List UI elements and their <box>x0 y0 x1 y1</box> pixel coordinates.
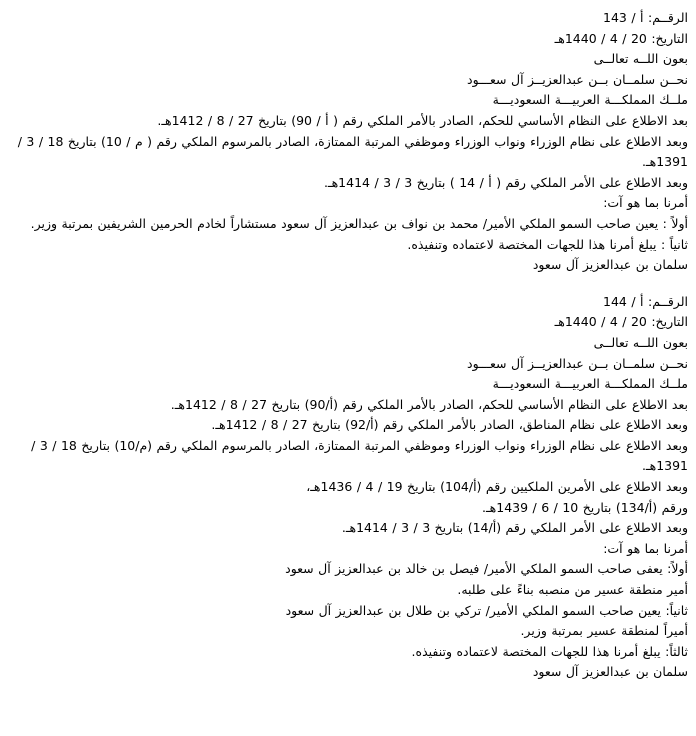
decree-line: أمرنا بما هو آت: <box>603 195 688 211</box>
decree-line: التاريخ: 20 / 4 / 1440هـ <box>554 30 688 46</box>
decree-line: بعون اللــه تعالــى <box>593 51 688 67</box>
decree-line: وبعد الاطلاع على الأمر الملكي رقم (أ/14) بتاريخ 3 / 3 / 1414هـ. <box>341 520 688 536</box>
decree-line: بعد الاطلاع على النظام الأساسي للحكم، الصادر بالأمر الملكي رقم (أ/90) بتاريخ 27 / 8 / 1412هـ. <box>170 396 688 412</box>
decree-line: سلمان بن عبدالعزيز آل سعود <box>532 257 688 273</box>
decree-143 <box>8 8 688 276</box>
decree-line: وبعد الاطلاع على نظام الوزراء ونواب الوزراء وموظفي المرتبة الممتازة، الصادر بالمرسوم الملكي رقم ( م / 10) بتاريخ 18 / 3 / 1391هـ. <box>17 133 688 170</box>
decree-line: أميراً لمنطقة عسير بمرتبة وزير. <box>520 623 688 639</box>
decree-line: الرقــم: أ / 144 <box>603 293 688 309</box>
decree-line: أولاً : يعين صاحب السمو الملكي الأمير/ محمد بن نواف بن عبدالعزيز آل سعود مستشاراً لخادم الحرمين الشريفين بمرتبة وزير. <box>30 215 688 231</box>
decree-line: بعون اللــه تعالــى <box>593 334 688 350</box>
decree-line: أمرنا بما هو آت: <box>603 540 688 556</box>
decree-line: وبعد الاطلاع على نظام الوزراء ونواب الوزراء وموظفي المرتبة الممتازة، الصادر بالمرسوم الملكي رقم (م/10) بتاريخ 18 / 3 / 1391هـ. <box>31 437 688 474</box>
decree-line: ثالثاً: يبلغ أمرنا هذا للجهات المختصة لاعتماده وتنفيذه. <box>411 643 688 659</box>
decree-line: ثانياً: يعين صاحب السمو الملكي الأمير/ تركي بن طلال بن عبدالعزيز آل سعود <box>285 602 688 618</box>
decree-line: ملــك المملكـــة العربيـــة السعوديـــة <box>492 92 688 108</box>
decree-line: ملــك المملكـــة العربيـــة السعوديـــة <box>492 376 688 392</box>
decree-line: سلمان بن عبدالعزيز آل سعود <box>532 664 688 680</box>
decree-line: أولاً: يعفى صاحب السمو الملكي الأمير/ فيصل بن خالد بن عبدالعزيز آل سعود <box>285 561 688 577</box>
decree-line: وبعد الاطلاع على نظام المناطق، الصادر بالأمر الملكي رقم (أ/92) بتاريخ 27 / 8 / 1412هـ. <box>211 417 688 433</box>
decree-line: بعد الاطلاع على النظام الأساسي للحكم، الصادر بالأمر الملكي رقم ( أ / 90) بتاريخ 27 / 8 / 1412هـ. <box>157 112 688 128</box>
decree-line: التاريخ: 20 / 4 / 1440هـ <box>554 314 688 330</box>
decree-line: ثانياً : يبلغ أمرنا هذا للجهات المختصة لاعتماده وتنفيذه. <box>407 236 688 252</box>
decree-line: وبعد الاطلاع على الأمرين الملكيين رقم (أ/104) بتاريخ 19 / 4 / 1436هـ، <box>306 479 688 495</box>
decree-line: نحــن سلمــان بــن عبدالعزيــز آل سعـــود <box>467 71 688 87</box>
decree-line: نحــن سلمــان بــن عبدالعزيــز آل سعـــود <box>467 355 688 371</box>
decree-144 <box>8 292 688 683</box>
decree-line: الرقــم: أ / 143 <box>603 10 688 25</box>
decree-separator <box>8 276 688 292</box>
decree-line: أمير منطقة عسير من منصبه بناءً على طلبه. <box>457 582 688 598</box>
decree-line: ورقم (أ/134) بتاريخ 10 / 6 / 1439هـ. <box>482 499 688 515</box>
decree-line: وبعد الاطلاع على الأمر الملكي رقم ( أ / 14 ) بتاريخ 3 / 3 / 1414هـ. <box>323 174 688 190</box>
